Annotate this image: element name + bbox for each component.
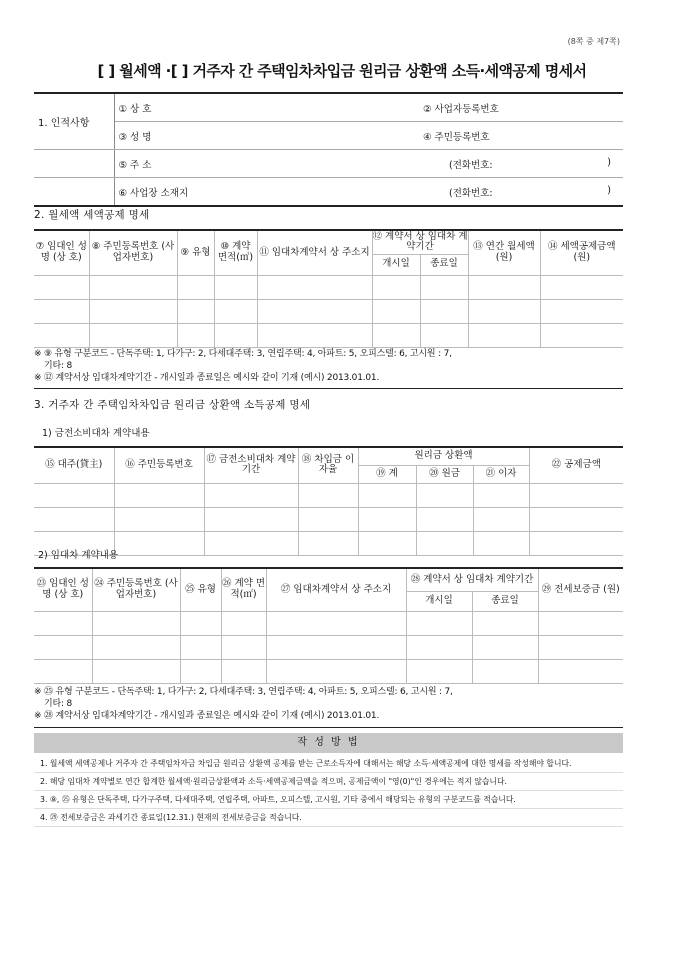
col-area: ⑩ 계약 면적(㎡) bbox=[214, 230, 257, 275]
col-address: ⑪ 임대차계약서 상 주소지 bbox=[257, 230, 372, 275]
phone-close: ) bbox=[607, 156, 611, 168]
lease-period-note: ※ ㉘ 계약서상 임대차계약기간 - 개시일과 종료일은 예시와 같이 기재 (예시) 2013.01.01. bbox=[34, 711, 380, 721]
personal-info-table bbox=[34, 92, 623, 207]
divider bbox=[34, 388, 623, 389]
loan-subtitle: 1) 금전소비대차 계약내용 bbox=[42, 428, 150, 439]
col-type: ⑨ 유형 bbox=[177, 230, 214, 275]
period-note: ※ ⑫ 계약서상 임대차계약기간 - 개시일과 종료일은 예시와 같이 기재 (예시) 2013.01.01. bbox=[34, 373, 380, 383]
company-name-field[interactable]: ① 상 호 bbox=[114, 93, 419, 122]
personal-info-label-spacer bbox=[34, 150, 114, 178]
col-lessor-id: ㉔ 주민등록번호 (사업자번호) bbox=[92, 568, 180, 611]
col-lease-type: ㉕ 유형 bbox=[180, 568, 221, 611]
col-contract-period: ⑫ 계약서 상 임대차 계약기간 bbox=[372, 230, 468, 253]
method-list bbox=[34, 755, 623, 827]
page-number: (8쪽 중 제7쪽) bbox=[567, 37, 620, 46]
personal-info-label: 1. 인적사항 bbox=[34, 93, 114, 150]
rent-deduction-table bbox=[34, 229, 623, 348]
page-title: [ ] 월세액 ·[ ] 거주자 간 주택임차차입금 원리금 상환액 소득·세액공제 명세서 bbox=[97, 62, 587, 80]
col-repay-interest: ㉑ 이자 bbox=[473, 465, 529, 483]
col-lease-period: ㉘ 계약서 상 임대차 계약기간 bbox=[406, 568, 538, 591]
col-annual-rent: ⑬ 연간 월세액(원) bbox=[468, 230, 540, 275]
method-item-3: 3. ⑨, ㉕ 유형은 단독주택, 다가구주택, 다세대주택, 연립주택, 아파트, 오피스텔, 고시원, 기타 중에서 해당되는 유형의 구분코드를 적습니다. bbox=[34, 791, 623, 809]
method-item-4: 4. ㉙ 전세보증금은 과세기간 종료일(12.31.) 현재의 전세보증금을 적습니다. bbox=[34, 809, 623, 827]
col-lease-end: 종료일 bbox=[472, 591, 538, 611]
col-lease-address: ㉗ 임대차계약서 상 주소지 bbox=[266, 568, 406, 611]
col-deposit: ㉙ 전세보증금 (원) bbox=[538, 568, 623, 611]
col-repay-total: ⑲ 계 bbox=[358, 465, 416, 483]
col-resident-number: ⑧ 주민등록번호 (사업자번호) bbox=[89, 230, 177, 275]
business-number-field[interactable]: ② 사업자등록번호 bbox=[419, 93, 623, 122]
loan-table bbox=[34, 446, 623, 556]
lease-subtitle: 2) 임대차 계약내용 bbox=[38, 550, 119, 561]
lease-type-code-note-cont: 기타: 8 bbox=[44, 699, 73, 709]
lease-table bbox=[34, 567, 623, 684]
table-row[interactable] bbox=[34, 275, 623, 299]
phone-close-2: ) bbox=[607, 184, 611, 196]
section3-notes bbox=[34, 686, 623, 722]
col-landlord: ⑦ 임대인 성 명 (상 호) bbox=[34, 230, 89, 275]
col-lease-start: 개시일 bbox=[406, 591, 472, 611]
type-code-note-cont: 기타: 8 bbox=[44, 361, 73, 371]
lease-type-code-note: ※ ㉕ 유형 구분코드 - 단독주택: 1, 다가구: 2, 다세대주택: 3, 연립주택: 4, 아파트: 5, 오피스텔: 6, 고시원 : 7, bbox=[34, 687, 453, 697]
workplace-address-field[interactable]: ⑥ 사업장 소재지 bbox=[118, 187, 189, 199]
method-title: 작 성 방 법 bbox=[34, 733, 623, 753]
table-row[interactable] bbox=[34, 299, 623, 323]
table-row[interactable] bbox=[34, 659, 623, 683]
col-repay-principal: ⑳ 원금 bbox=[416, 465, 473, 483]
col-lender: ⑮ 대주(貸主) bbox=[34, 447, 114, 483]
phone-label-2: (전화번호: bbox=[449, 187, 493, 199]
name-field[interactable]: ③ 성 명 bbox=[114, 122, 419, 150]
table-row[interactable] bbox=[34, 611, 623, 635]
col-lender-id: ⑯ 주민등록번호 bbox=[114, 447, 204, 483]
personal-info-label-spacer-2 bbox=[34, 178, 114, 207]
col-interest-rate: ⑱ 차입금 이자율 bbox=[298, 447, 358, 483]
table-row[interactable] bbox=[34, 635, 623, 659]
type-code-note: ※ ⑨ 유형 구분코드 - 단독주택: 1, 다가구: 2, 다세대주택: 3, 연립주택: 4, 아파트: 5, 오피스텔: 6, 고시원 : 7, bbox=[34, 349, 452, 359]
resident-number-field[interactable]: ④ 주민등록번호 bbox=[419, 122, 623, 150]
table-row[interactable] bbox=[34, 531, 623, 555]
section2-notes bbox=[34, 348, 623, 384]
col-lessor: ㉓ 임대인 성 명 (상 호) bbox=[34, 568, 92, 611]
col-start-date: 개시일 bbox=[372, 254, 420, 275]
section3-title: 3. 거주자 간 주택임차차입금 원리금 상환액 소득공제 명세 bbox=[34, 399, 311, 411]
col-end-date: 종료일 bbox=[420, 254, 468, 275]
col-deduction: ㉒ 공제금액 bbox=[529, 447, 623, 483]
col-tax-credit: ⑭ 세액공제금액 (원) bbox=[540, 230, 623, 275]
method-item-2: 2. 해당 임대차 계약별로 연간 합계한 월세액·원리금상환액과 소득·세액공제금액을 적으며, 공제금액이 "영(0)"인 경우에는 적지 않습니다. bbox=[34, 773, 623, 791]
col-lease-area: ㉖ 계약 면적(㎡) bbox=[221, 568, 266, 611]
method-item-1: 1. 월세액 세액공제나 거주자 간 주택임차자금 차입금 원리금 상환액 공제를 받는 근로소득자에 대해서는 해당 소득·세액공제에 대한 명세를 작성해야 합니다. bbox=[34, 755, 623, 773]
col-loan-period: ⑰ 금전소비대차 계약기간 bbox=[204, 447, 298, 483]
phone-label: (전화번호: bbox=[449, 159, 493, 171]
workplace-phone[interactable] bbox=[419, 178, 623, 207]
address-phone[interactable] bbox=[419, 150, 623, 178]
address-field[interactable]: ⑤ 주 소 bbox=[114, 150, 419, 178]
divider-2 bbox=[34, 727, 623, 728]
col-repayment: 원리금 상환액 bbox=[358, 447, 529, 465]
table-row[interactable] bbox=[34, 507, 623, 531]
section2-title: 2. 월세액 세액공제 명세 bbox=[34, 209, 150, 221]
table-row[interactable] bbox=[34, 483, 623, 507]
table-row[interactable] bbox=[34, 323, 623, 347]
